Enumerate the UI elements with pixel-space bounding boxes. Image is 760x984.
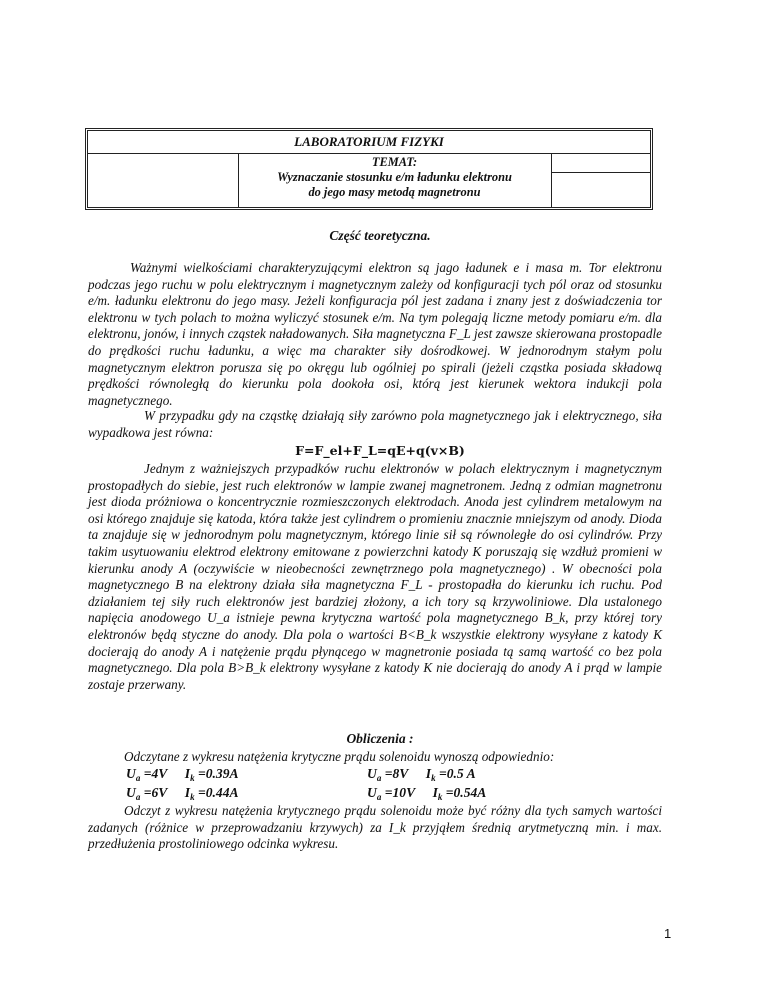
- current-symbol: I: [425, 766, 432, 781]
- current-value: =0.54A: [445, 785, 487, 800]
- voltage-subscript: a: [376, 773, 382, 783]
- voltage-subscript: a: [135, 773, 141, 783]
- lab-title: LABORATORIUM FIZYKI: [88, 131, 650, 154]
- voltage-value: =10V: [384, 785, 416, 800]
- voltage-symbol: U: [367, 766, 377, 781]
- topic-line-1: Wyznaczanie stosunku e/m ładunku elektronu: [277, 170, 512, 184]
- calculations-paragraph: Odczyt z wykresu natężenia krytycznego prądu solenoidu może być różny dla tych samych wartości zadanych (różnice w przeprowadzaniu krzywych) za I_k przyjąłem średnią arytmetyczną min. i max. przedłużenia prostoliniowego odcinka wykresu.: [88, 803, 662, 852]
- header-right-top-cell: [552, 153, 650, 173]
- current-symbol: I: [184, 785, 191, 800]
- current-subscript: k: [190, 792, 195, 802]
- theory-paragraph-1: Ważnymi wielkościami charakteryzującymi elektron są jago ładunek e i masa m. Tor elektronu podczas jego ruchu w polu elektrycznym i magnetycznym zależy od konfiguracji tych pól oraz od stosunku e/m. ładunku elektronu do jego masy. Jeżeli konfiguracja pól jest zadana i znany jest z doświadczenia tor elektronu w tych polach to można wyliczyć stosunek e/m. Na tym polegają liczne metody pomiaru e/m. dla elektronu, jonów, i innych cząstek naładowanych. Siła magnetyczna F_L jest zawsze skierowana prostopadle do prędkości ruchu ładunku, a więc ma charakter siły dośrodkowej. W jednorodnym stałym polu magnetycznym elektron porusza się po okręgu lub ogólniej po spirali (jeżeli cząstka posiada składową prędkości równoległą do kierunku pola dookoła osi, którą jest kierunek wektora indukcji pola magnetycznego.: [88, 260, 662, 408]
- topic-line-2: do jego masy metodą magnetronu: [308, 185, 481, 199]
- measurement-1: [126, 766, 239, 782]
- header-left-cell: [88, 153, 239, 207]
- voltage-symbol: U: [126, 766, 136, 781]
- measurement-2: [367, 766, 476, 782]
- measurement-3: [126, 785, 239, 801]
- current-value: =0.39A: [197, 766, 239, 781]
- voltage-symbol: U: [126, 785, 136, 800]
- measurement-4: [367, 785, 486, 801]
- calculations-title: Obliczenia :: [346, 731, 414, 746]
- page-number: 1: [664, 926, 672, 941]
- current-value: =0.44A: [197, 785, 239, 800]
- theory-paragraph-2: W przypadku gdy na cząstkę działają siły zarówno pola magnetycznego jak i elektrycznego, siła wypadkowa jest równa:: [88, 408, 662, 440]
- calculations-intro: Odczytane z wykresu natężenia krytyczne prądu solenoidu wynoszą odpowiednio:: [124, 749, 555, 764]
- voltage-symbol: U: [367, 785, 377, 800]
- current-symbol: I: [432, 785, 438, 800]
- current-symbol: I: [184, 766, 191, 781]
- topic-label: TEMAT:: [371, 155, 418, 169]
- header-right-bottom-cell: [552, 172, 650, 207]
- current-subscript: k: [431, 773, 436, 783]
- voltage-value: =8V: [384, 766, 409, 781]
- voltage-subscript: a: [135, 792, 141, 802]
- header-table: [85, 128, 653, 210]
- voltage-value: =4V: [143, 766, 168, 781]
- current-subscript: k: [437, 792, 443, 802]
- theory-paragraph-3: Jednym z ważniejszych przypadków ruchu elektronów w polach elektrycznym i magnetycznym prostopadłych do siebie, jest ruch elektronów w lampie zwanej magnetronem. Jedną z odmian magnetronu jest dioda próżniowa o koncentrycznie rozmieszczonych elektrodach. Anoda jest cylindrem metalowym na osi którego znajduje się katoda, która także jest cylindrem o promieniu znacznie mniejszym od anody. Dioda ta znajduje się w jednorodnym polu magnetycznym, którego linie sił są równoległe do osi cylindrów. Przy takim usytuowaniu elektrod elektrony emitowane z powierzchni katody K poruszają się wzdłuż promieni w kierunku anody A (oczywiście w nieobecności zewnętrznego pola magnetycznego) . W obecności pola magnetycznego B na elektrony działa siła magnetyczna F_L - prostopadła do kierunku ich ruchu. Pod działaniem tej siły ruch elektronów jest bardziej złożony, a ich tory są krzywoliniowe. Dla ustalonego napięcia anodowego U_a istnieje pewna krytyczna wartość pola magnetycznego B_k, przy której tory elektronów będą styczne do anody. Dla pola o wartości B<B_k wszystkie elektrony wysyłane z katody K docierają do anody A i natężenie prądu płynącego w magnetronie posiada tą samą wartość co bez pola magnetycznego. Dla pola B>B_k elektrony wysyłane z katody K nie docierają do anody A i prąd w lampie zostaje przerwany.: [88, 461, 662, 692]
- force-formula: F=F_el+F_L=qE+q(v×B): [295, 443, 465, 458]
- topic-cell: [238, 153, 552, 207]
- voltage-value: =6V: [143, 785, 168, 800]
- theory-title: Część teoretyczna.: [329, 228, 431, 243]
- current-subscript: k: [190, 773, 195, 783]
- current-value: =0.5 A: [438, 766, 476, 781]
- voltage-subscript: a: [376, 792, 382, 802]
